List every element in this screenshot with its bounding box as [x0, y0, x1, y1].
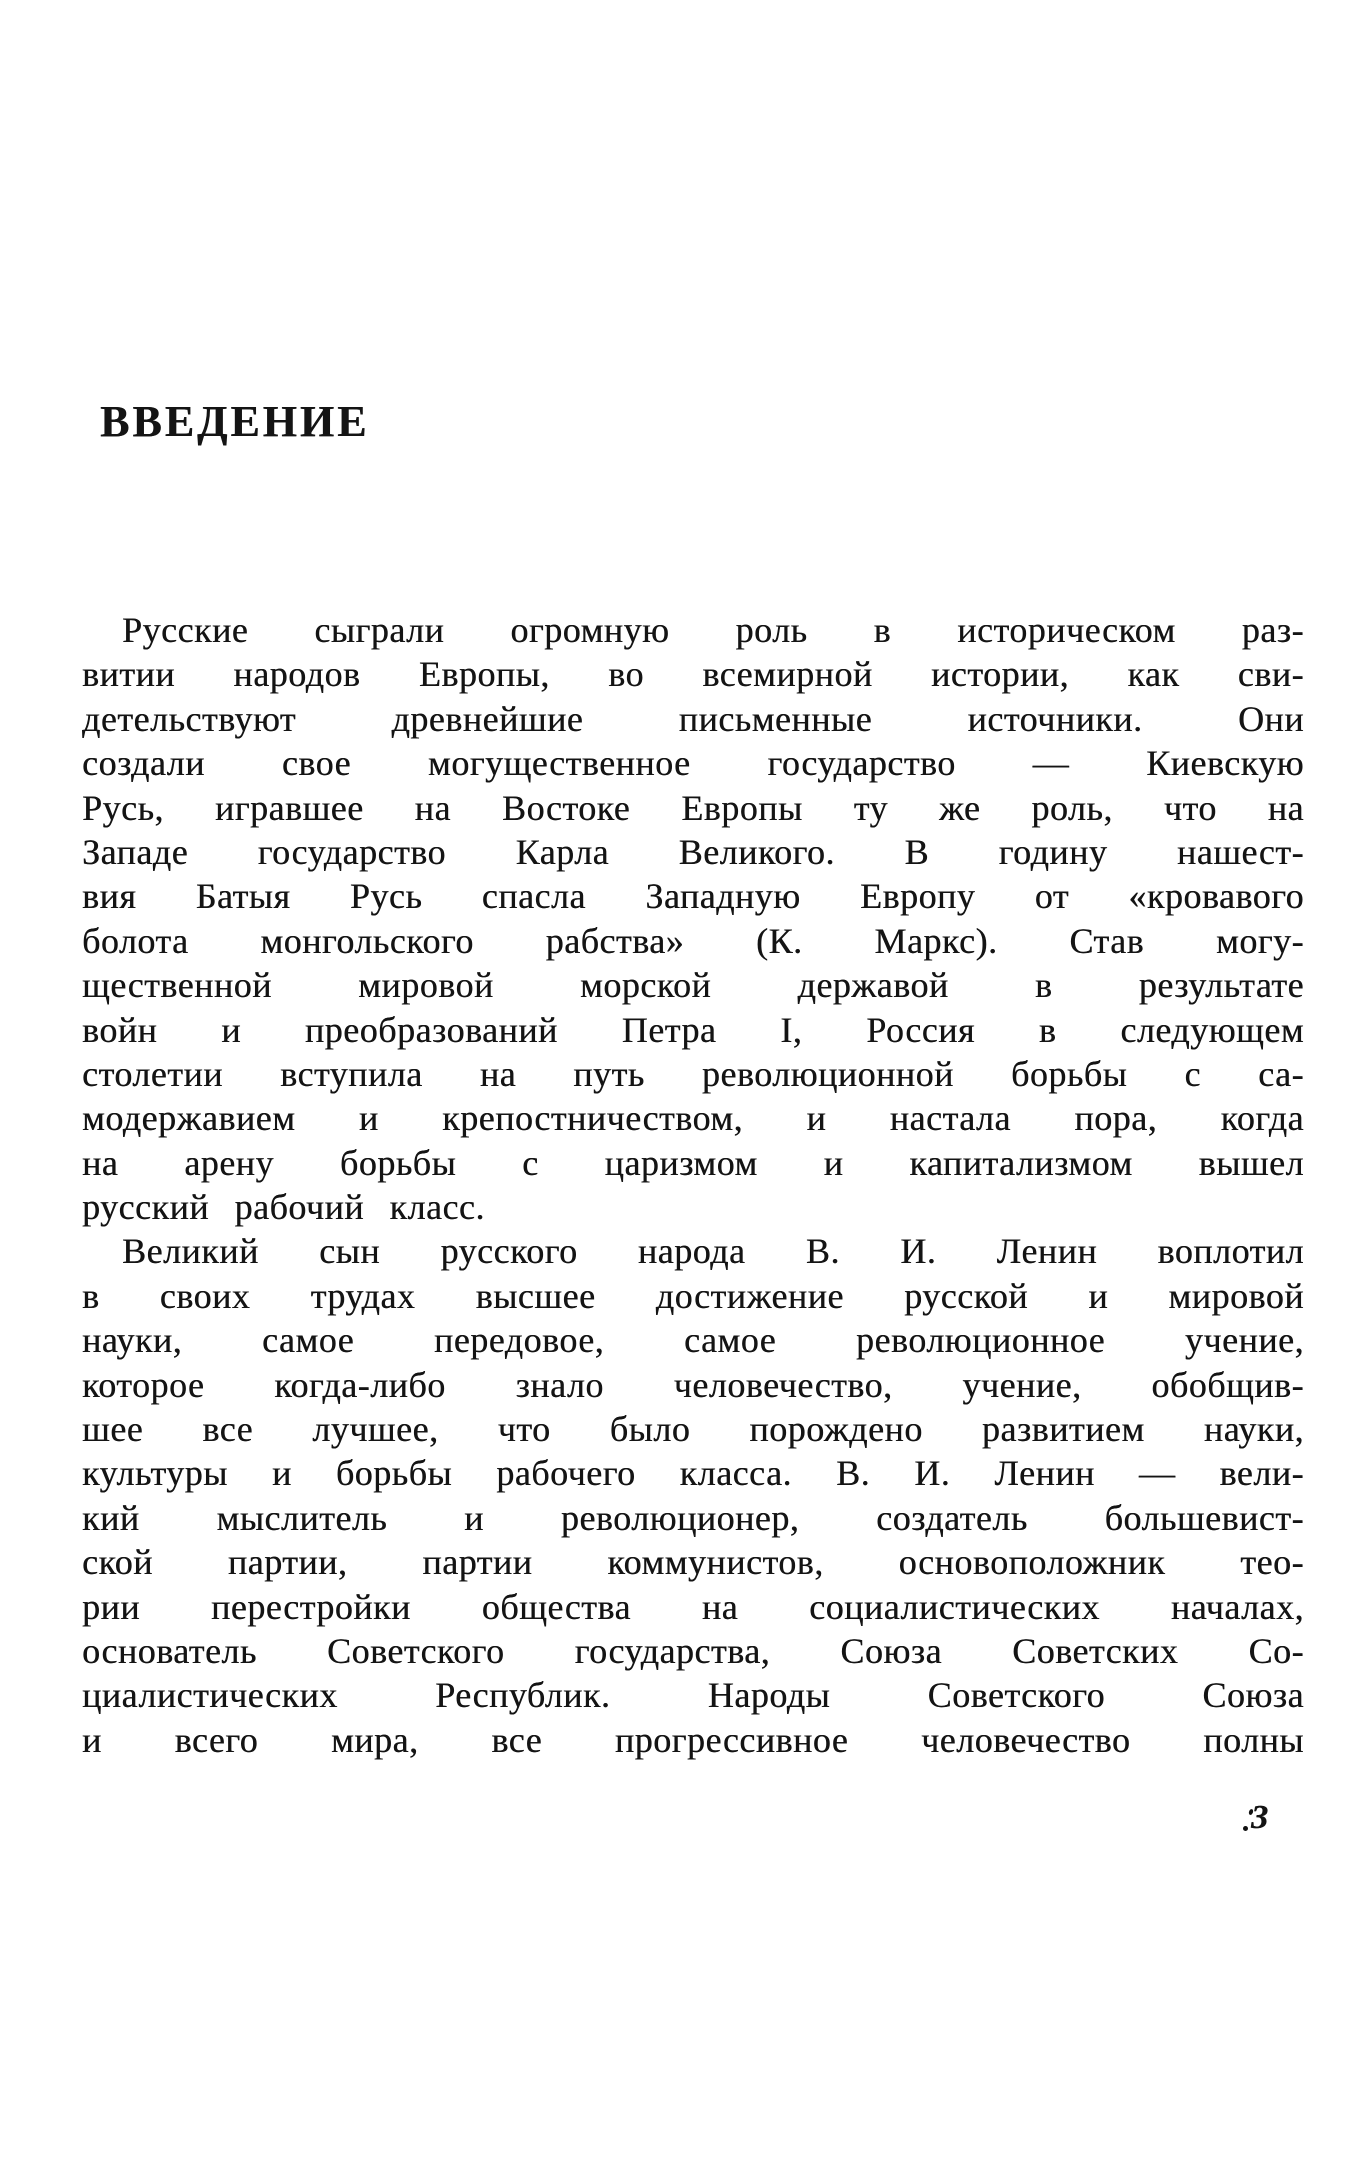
page-number: 3 — [1251, 1799, 1268, 1836]
text-line: столетии вступила на путь революционной борьбы с са- — [82, 1053, 1304, 1094]
text-line: рии перестройки общества на социалистических началах, — [82, 1586, 1304, 1627]
text-line: щественной мировой морской державой в результате — [82, 965, 1304, 1006]
text-line: Великий сын русского народа В. И. Ленин воплотил — [122, 1231, 1304, 1272]
text-line: которое когда-либо знало человечество, учение, обобщив- — [82, 1364, 1304, 1405]
text-line: в своих трудах высшее достижение русской и мировой — [82, 1275, 1304, 1316]
text-line: шее все лучшее, что было порождено развитием науки, — [82, 1409, 1304, 1450]
text-line: на арену борьбы с царизмом и капитализмом вышел — [82, 1142, 1304, 1183]
text-line: русский рабочий класс. — [82, 1187, 485, 1228]
text-line: основатель Советского государства, Союза Советских Со- — [82, 1630, 1304, 1671]
text-line: науки, самое передовое, самое революционное учение, — [82, 1320, 1304, 1361]
text-line: создали свое могущественное государство — Киевскую — [82, 743, 1304, 784]
text-line: витии народов Европы, во всемирной истории, как сви- — [82, 654, 1304, 695]
text-line: модержавием и крепостничеством, и настала пора, когда — [82, 1098, 1304, 1139]
chapter-heading: ВВЕДЕНИЕ — [100, 397, 370, 446]
body-text — [82, 608, 1304, 1762]
ink-speck — [1243, 1826, 1248, 1831]
text-line: культуры и борьбы рабочего класса. В. И. Ленин — вели- — [82, 1453, 1304, 1494]
text-line: Русь, игравшее на Востоке Европы ту же роль, что на — [82, 787, 1304, 828]
text-line: детельствуют древнейшие письменные источники. Они — [82, 698, 1304, 739]
text-line: Русские сыграли огромную роль в историческом раз- — [122, 610, 1304, 650]
text-line: ской партии, партии коммунистов, основоположник тео- — [82, 1542, 1304, 1583]
text-line: Западе государство Карла Великого. В годину нашест- — [82, 831, 1304, 872]
text-line: и всего мира, все прогрессивное человечество полны — [82, 1719, 1304, 1760]
text-line: вия Батыя Русь спасла Западную Европу от «кровавого — [82, 876, 1304, 917]
text-line: циалистических Республик. Народы Советского Союза — [82, 1675, 1304, 1716]
text-line: войн и преобразований Петра I, Россия в следующем — [82, 1009, 1304, 1050]
text-line: кий мыслитель и революционер, создатель большевист- — [82, 1497, 1304, 1538]
text-line: болота монгольского рабства» (К. Маркс). Став могу- — [82, 920, 1304, 961]
